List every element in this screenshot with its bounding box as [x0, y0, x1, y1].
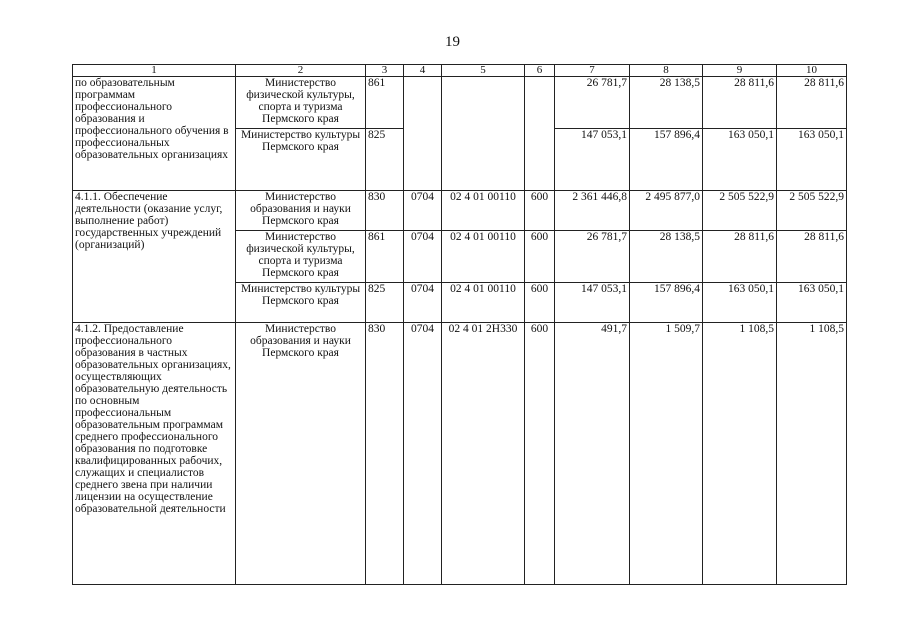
value-cell: 28 138,5 — [630, 231, 703, 283]
value-cell: 147 053,1 — [555, 283, 630, 323]
value-cell: 28 811,6 — [703, 77, 777, 129]
column-number: 4 — [404, 65, 442, 77]
section-cell: 0704 — [404, 231, 442, 283]
value-cell: 1 509,7 — [630, 323, 703, 585]
value-cell: 28 138,5 — [630, 77, 703, 129]
column-number: 2 — [236, 65, 366, 77]
column-number: 7 — [555, 65, 630, 77]
column-number: 8 — [630, 65, 703, 77]
vr-cell: 600 — [525, 191, 555, 231]
value-cell: 2 495 877,0 — [630, 191, 703, 231]
ministry-cell: Министерство образования и науки Пермского края — [236, 323, 366, 585]
value-cell: 163 050,1 — [777, 129, 847, 191]
group-name-cell: 4.1.2. Предоставление профессионального образования в частных образовательных организациях, осуществляющих образовательную деятельность по основным профессиональным образовательным программам среднего профессионального образования по подготовке квалифицированных рабочих, служащих и специалистов среднего звена при наличии лицензии на осуществление образовательной деятельности — [73, 323, 236, 585]
table-row — [73, 191, 847, 231]
column-number-row — [73, 65, 847, 77]
value-cell: 28 811,6 — [777, 231, 847, 283]
ministry-cell: Министерство образования и науки Пермского края — [236, 191, 366, 231]
value-cell: 163 050,1 — [703, 283, 777, 323]
value-cell: 157 896,4 — [630, 129, 703, 191]
value-cell: 491,7 — [555, 323, 630, 585]
grbs-cell: 825 — [366, 129, 404, 191]
section-cell — [404, 77, 442, 191]
value-cell: 2 505 522,9 — [703, 191, 777, 231]
grbs-cell: 830 — [366, 323, 404, 585]
vr-cell — [525, 77, 555, 191]
grbs-cell: 825 — [366, 283, 404, 323]
section-cell: 0704 — [404, 191, 442, 231]
ministry-cell: Министерство физической культуры, спорта и туризма Пермского края — [236, 231, 366, 283]
grbs-cell: 861 — [366, 77, 404, 129]
column-number: 9 — [703, 65, 777, 77]
column-number: 6 — [525, 65, 555, 77]
value-cell: 26 781,7 — [555, 231, 630, 283]
column-number: 3 — [366, 65, 404, 77]
group-name-cell: 4.1.1. Обеспечение деятельности (оказание услуг, выполнение работ) государственных учреждений (организаций) — [73, 191, 236, 323]
grbs-cell: 830 — [366, 191, 404, 231]
target-cell: 02 4 01 2Н330 — [442, 323, 525, 585]
column-number: 1 — [73, 65, 236, 77]
ministry-cell: Министерство физической культуры, спорта и туризма Пермского края — [236, 77, 366, 129]
page-number: 19 — [445, 34, 460, 50]
ministry-cell: Министерство культуры Пермского края — [236, 283, 366, 323]
budget-table — [72, 64, 847, 585]
value-cell: 2 361 446,8 — [555, 191, 630, 231]
target-cell: 02 4 01 00110 — [442, 283, 525, 323]
value-cell: 28 811,6 — [703, 231, 777, 283]
value-cell: 147 053,1 — [555, 129, 630, 191]
value-cell: 157 896,4 — [630, 283, 703, 323]
vr-cell: 600 — [525, 231, 555, 283]
column-number: 10 — [777, 65, 847, 77]
value-cell: 163 050,1 — [703, 129, 777, 191]
vr-cell: 600 — [525, 283, 555, 323]
section-cell: 0704 — [404, 323, 442, 585]
value-cell: 1 108,5 — [777, 323, 847, 585]
table-row — [73, 323, 847, 585]
grbs-cell: 861 — [366, 231, 404, 283]
value-cell: 1 108,5 — [703, 323, 777, 585]
ministry-cell: Министерство культуры Пермского края — [236, 129, 366, 191]
target-cell: 02 4 01 00110 — [442, 231, 525, 283]
value-cell: 2 505 522,9 — [777, 191, 847, 231]
group-name-cell: по образовательным программам профессионального образования и профессионального обучения в профессиональных образовательных организациях — [73, 77, 236, 191]
column-number: 5 — [442, 65, 525, 77]
value-cell: 28 811,6 — [777, 77, 847, 129]
value-cell: 26 781,7 — [555, 77, 630, 129]
vr-cell: 600 — [525, 323, 555, 585]
section-cell: 0704 — [404, 283, 442, 323]
target-cell: 02 4 01 00110 — [442, 191, 525, 231]
value-cell: 163 050,1 — [777, 283, 847, 323]
table-row — [73, 77, 847, 129]
target-cell — [442, 77, 525, 191]
